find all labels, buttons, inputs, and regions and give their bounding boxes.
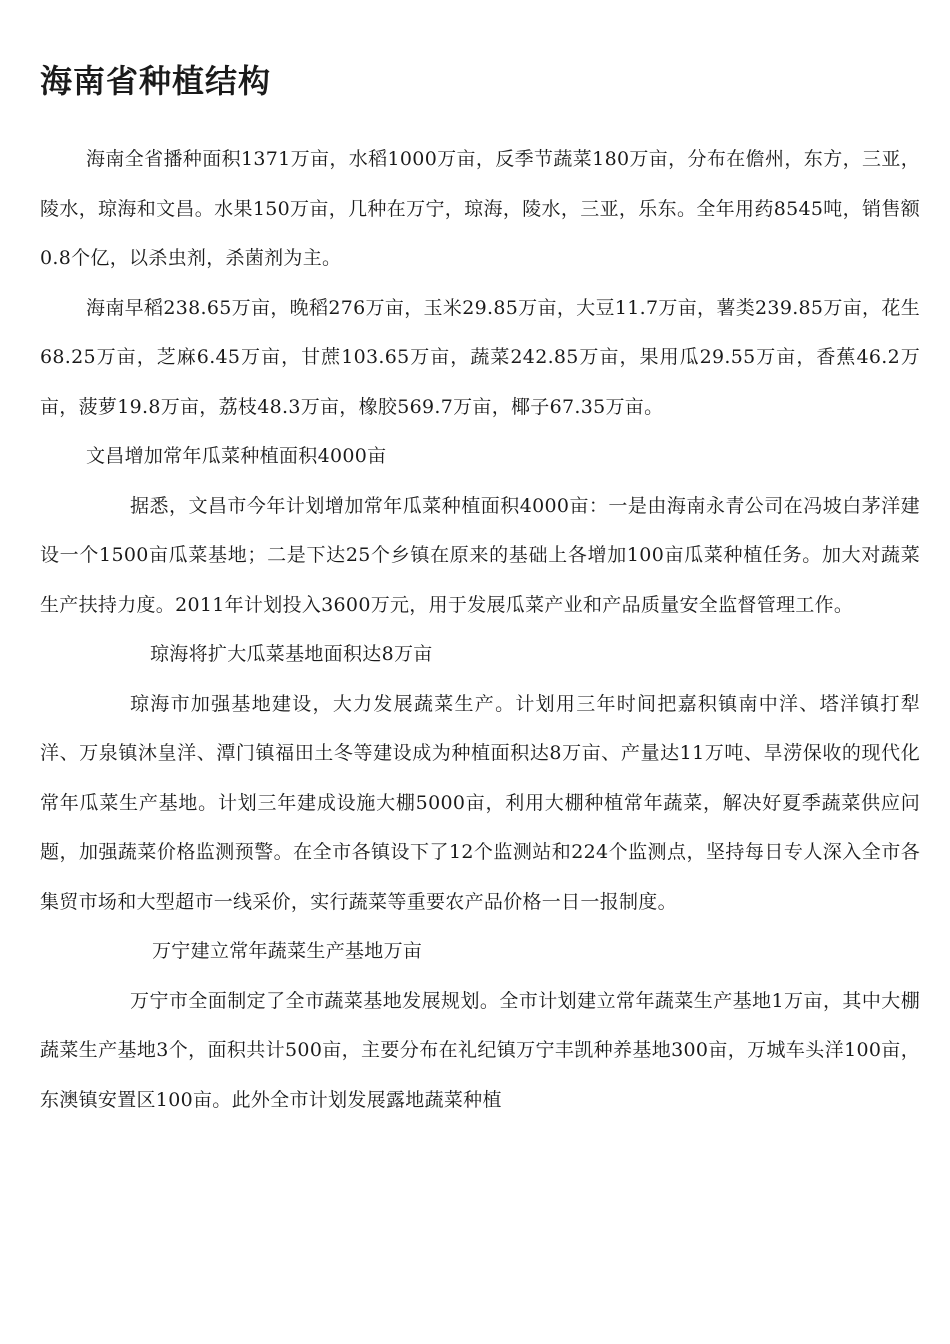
paragraph-wenchang: 据悉，文昌市今年计划增加常年瓜菜种植面积4000亩：一是由海南永青公司在冯坡白茅洋建设一个1500亩瓜菜基地；二是下达25个乡镇在原来的基础上各增加100亩瓜菜种植任务。加大对蔬菜生产扶持力度。2011年计划投入3600万元，用于发展瓜菜产业和产品质量安全监督管理工作。 bbox=[40, 494, 920, 616]
section-heading-wenchang: 文昌增加常年瓜菜种植面积4000亩 bbox=[86, 445, 387, 467]
document-body bbox=[40, 135, 920, 1125]
paragraph-crop-areas: 海南早稻238.65万亩，晚稻276万亩，玉米29.85万亩，大豆11.7万亩，薯类239.85万亩，花生68.25万亩，芝麻6.45万亩，甘蔗103.65万亩，蔬菜242.85万亩，果用瓜29.55万亩，香蕉46.2万亩，菠萝19.8万亩，荔枝48.3万亩，橡胶569.7万亩，椰子67.35万亩。 bbox=[40, 296, 920, 418]
page-title: 海南省种植结构 bbox=[40, 62, 272, 100]
paragraph-qionghai: 琼海市加强基地建设，大力发展蔬菜生产。计划用三年时间把嘉积镇南中洋、塔洋镇打犁洋、万泉镇沐皇洋、潭门镇福田土冬等建设成为种植面积达8万亩、产量达11万吨、旱涝保收的现代化常年瓜菜生产基地。计划三年建成设施大棚5000亩，利用大棚种植常年蔬菜，解决好夏季蔬菜供应问题，加强蔬菜价格监测预警。在全市各镇设下了12个监测站和224个监测点，坚持每日专人深入全市各集贸市场和大型超市一线采价，实行蔬菜等重要农产品价格一日一报制度。 bbox=[40, 692, 920, 913]
section-heading-qionghai: 琼海将扩大瓜菜基地面积达8万亩 bbox=[150, 643, 433, 665]
paragraph-overview: 海南全省播种面积1371万亩，水稻1000万亩，反季节蔬菜180万亩，分布在儋州，东方，三亚，陵水，琼海和文昌。水果150万亩，几种在万宁，琼海，陵水，三亚，乐东。全年用药8545吨，销售额0.8个亿，以杀虫剂，杀菌剂为主。 bbox=[40, 148, 920, 269]
section-heading-wanning: 万宁建立常年蔬菜生产基地万亩 bbox=[152, 940, 423, 962]
paragraph-wanning: 万宁市全面制定了全市蔬菜基地发展规划。全市计划建立常年蔬菜生产基地1万亩，其中大棚蔬菜生产基地3个，面积共计500亩，主要分布在礼纪镇万宁丰凯种养基地300亩，万城车头洋100亩，东澳镇安置区100亩。此外全市计划发展露地蔬菜种植 bbox=[40, 989, 920, 1111]
